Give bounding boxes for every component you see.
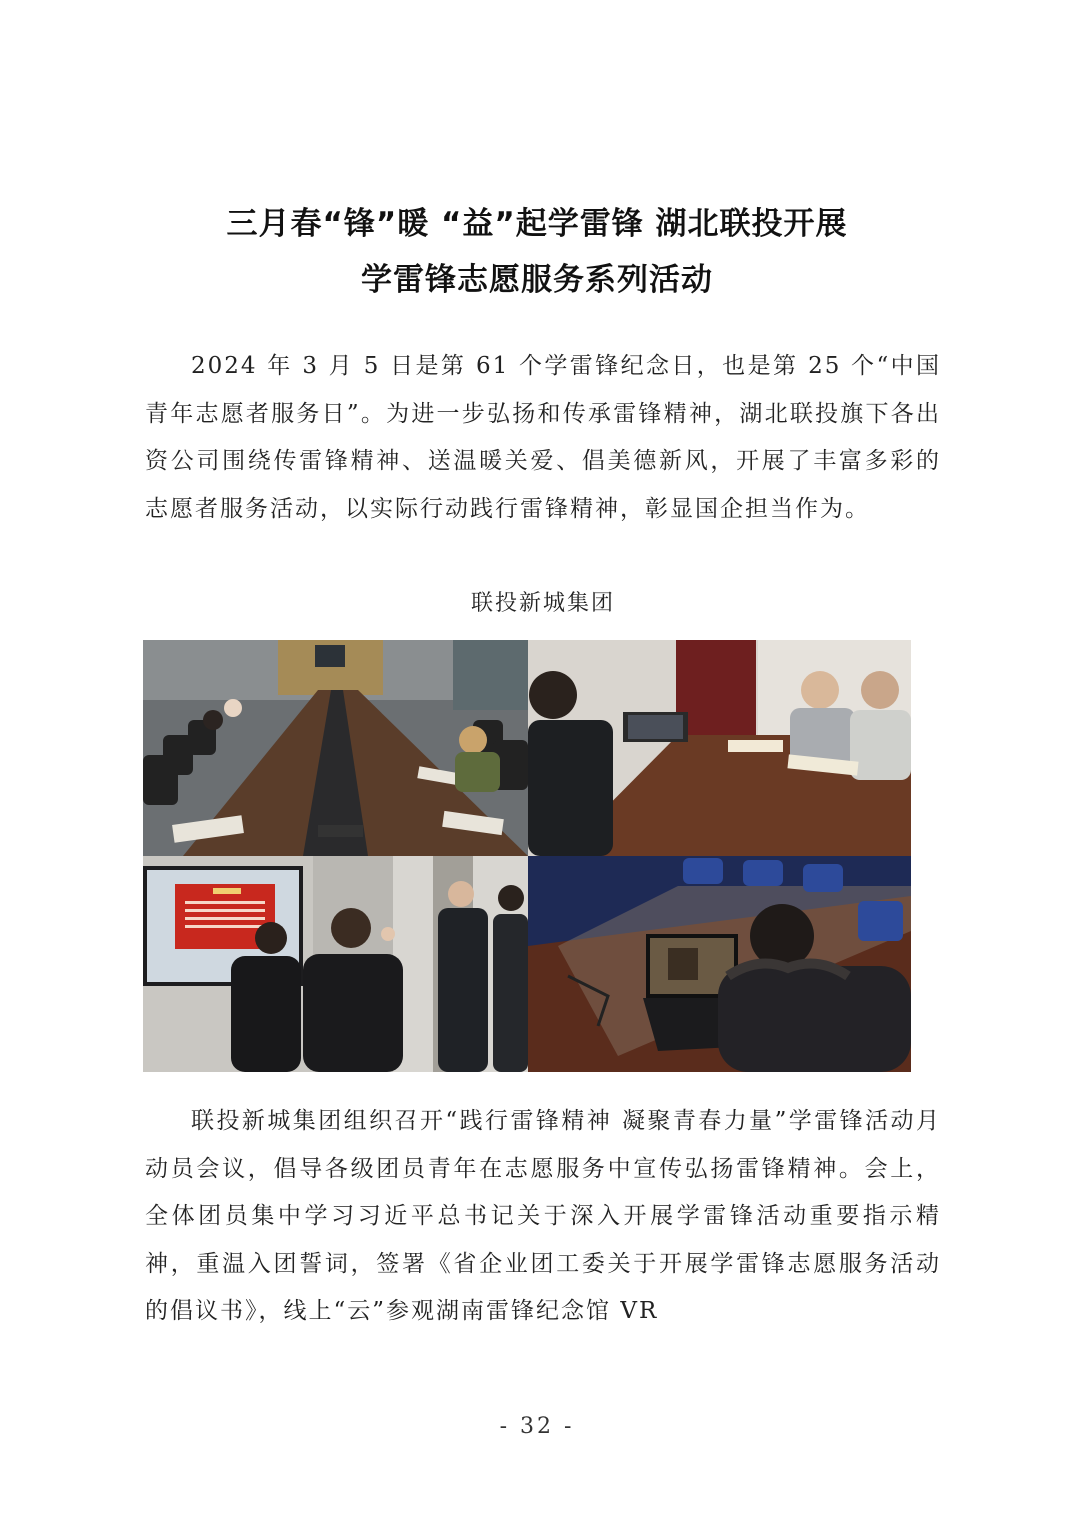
discussion-photo — [528, 640, 911, 856]
intro-paragraph: 2024 年 3 月 5 日是第 61 个学雷锋纪念日，也是第 25 个“中国青年志愿者服务日”。为进一步弘扬和传承雷锋精神，湖北联投旗下各出资公司围绕传雷锋精神、送温暖关爱、倡美德新风，开展了丰富多彩的志愿者服务活动，以实际行动践行雷锋精神，彰显国企担当作为。 — [145, 353, 942, 522]
oath-screen-photo — [143, 856, 528, 1072]
photo-caption: 联投新城集团 — [470, 591, 615, 616]
laptop-vr-photo — [528, 856, 911, 1072]
title-line-1: 三月春“锋”暖 “益”起学雷锋 湖北联投开展 — [226, 206, 848, 242]
title-line-2: 学雷锋志愿服务系列活动 — [361, 262, 713, 298]
body-paragraph: 联投新城集团组织召开“践行雷锋精神 凝聚青春力量”学雷锋活动月动员会议，倡导各级团员青年在志愿服务中宣传弘扬雷锋精神。会上，全体团员集中学习习近平总书记关于深入开展学雷锋活动重要指示精神，重温入团誓词，签署《省企业团工委关于开展学雷锋志愿服务活动的倡议书》，线上“云”参观湖南雷锋纪念馆 VR — [145, 1108, 941, 1324]
meeting-room-photo — [143, 640, 528, 856]
photo-grid — [143, 640, 911, 1072]
page-number: - 32 - — [499, 1414, 575, 1439]
